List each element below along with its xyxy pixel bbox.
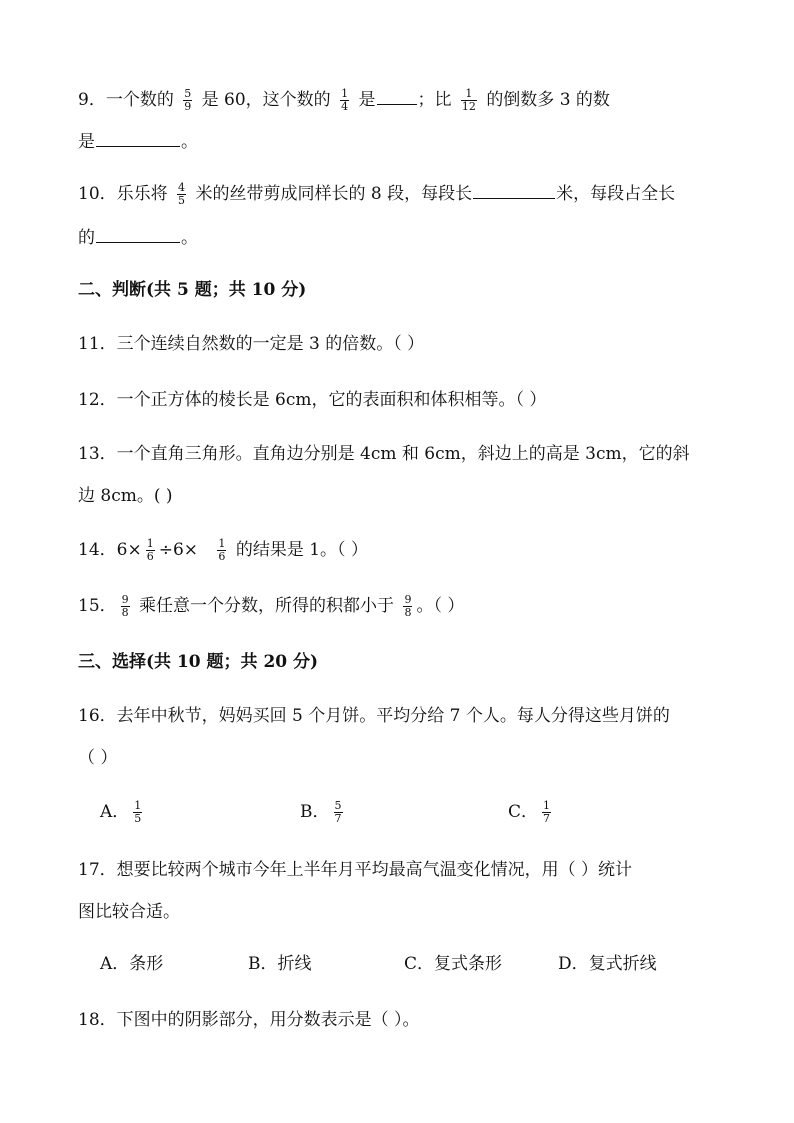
question-13-line-1	[78, 442, 724, 466]
question-16-line-2	[78, 746, 724, 770]
section-heading-choice: 三、选择(共 10 题；共 20 分)	[78, 652, 319, 672]
question-text: 三个连续自然数的一定是 3 的倍数。（ ）	[116, 334, 425, 354]
fraction: $\frac{1}{5}$	[134, 799, 142, 825]
question-text: 。	[181, 228, 198, 248]
fraction: $\frac{1}{6}$	[218, 537, 226, 563]
option-d[interactable]	[558, 952, 657, 976]
question-number: 13．	[78, 444, 117, 464]
question-number: 14．	[78, 540, 117, 560]
option-b[interactable]	[248, 952, 312, 976]
option-label: C．	[508, 802, 539, 822]
question-text: 想要比较两个城市今年上半年月平均最高气温变化情况，用（ ）统计	[116, 860, 633, 880]
question-text: 乐乐将	[116, 184, 168, 204]
fraction: $\frac{4}{5}$	[178, 181, 186, 207]
question-text: 的结果是 1。（ ）	[235, 540, 368, 560]
question-14	[78, 538, 724, 563]
question-text: 边 8cm。( )	[78, 486, 173, 506]
question-text: 去年中秋节，妈妈买回 5 个月饼。平均分给 7 个人。每人分得这些月饼的	[116, 706, 670, 726]
fraction: $\frac{1}{7}$	[543, 799, 551, 825]
fraction: $\frac{9}{8}$	[404, 593, 412, 619]
question-number: 12．	[78, 390, 117, 410]
section-heading-judgement: 二、判断(共 5 题；共 10 分)	[78, 280, 307, 300]
question-13-line-2	[78, 484, 724, 508]
option-label: D．	[558, 954, 589, 974]
fraction: $\frac{9}{8}$	[121, 593, 129, 619]
question-11	[78, 332, 724, 356]
question-12	[78, 388, 724, 412]
question-17-line-2	[78, 900, 724, 924]
option-text: 条形	[129, 954, 164, 974]
option-b[interactable]	[300, 800, 347, 825]
option-label: C．	[404, 954, 435, 974]
question-text: 6×	[116, 540, 142, 560]
option-label: B．	[300, 802, 330, 822]
option-c[interactable]	[508, 800, 555, 825]
option-label: B．	[248, 954, 278, 974]
question-text: 是 60，这个数的	[201, 90, 331, 110]
question-text: （ ）	[78, 748, 118, 768]
question-text: 乘任意一个分数，所得的积都小于	[139, 596, 395, 616]
question-10-line-2	[78, 224, 724, 250]
question-9-line-1	[78, 86, 724, 113]
option-a[interactable]	[100, 952, 163, 976]
option-text: 折线	[277, 954, 312, 974]
question-text: 一个正方体的棱长是 6cm，它的表面积和体积相等。（ ）	[116, 390, 547, 410]
option-text: 复式条形	[434, 954, 503, 974]
answer-blank[interactable]	[377, 86, 417, 105]
option-c[interactable]	[404, 952, 502, 976]
answer-blank[interactable]	[473, 180, 555, 199]
question-10-line-1	[78, 180, 724, 207]
question-number: 18．	[78, 1010, 117, 1030]
fraction: $\frac{1}{4}$	[341, 87, 349, 113]
option-text: 复式折线	[588, 954, 657, 974]
question-text: 一个数的	[105, 90, 174, 110]
question-text: 的	[78, 228, 95, 248]
answer-blank[interactable]	[96, 128, 180, 147]
fraction: $\frac{1}{6}$	[146, 537, 154, 563]
question-text: 是	[78, 132, 95, 152]
option-label: A．	[100, 954, 130, 974]
question-text: 米的丝带剪成同样长的 8 段，每段长	[195, 184, 473, 204]
question-17-line-1	[78, 858, 724, 882]
question-number: 15．	[78, 596, 117, 616]
question-number: 17．	[78, 860, 117, 880]
question-number: 9．	[78, 90, 106, 110]
question-18	[78, 1008, 724, 1032]
question-text: 米，每段占全长	[556, 184, 676, 204]
question-text: 。（ ）	[416, 596, 465, 616]
question-text: 。	[181, 132, 198, 152]
fraction: $\frac{1}{12}$	[461, 87, 476, 113]
question-9-line-2	[78, 128, 724, 154]
question-number: 11．	[78, 334, 117, 354]
question-number: 16．	[78, 706, 117, 726]
question-text: 下图中的阴影部分，用分数表示是（ ）。	[116, 1010, 420, 1030]
question-text: 图比较合适。	[78, 902, 180, 922]
question-number: 10．	[78, 184, 117, 204]
question-16-line-1	[78, 704, 724, 728]
answer-blank[interactable]	[96, 224, 180, 243]
question-text: ÷6×	[158, 540, 199, 560]
question-15	[78, 594, 724, 619]
option-a[interactable]	[100, 800, 146, 825]
question-text: 一个直角三角形。直角边分别是 4cm 和 6cm，斜边上的高是 3cm，它的斜	[116, 444, 690, 464]
fraction: $\frac{5}{7}$	[334, 799, 342, 825]
question-text: 的倒数多 3 的数	[486, 90, 610, 110]
option-label: A．	[100, 802, 130, 822]
question-text: ；比	[417, 90, 452, 110]
question-text: 是	[358, 90, 376, 110]
fraction: $\frac{5}{9}$	[184, 87, 192, 113]
